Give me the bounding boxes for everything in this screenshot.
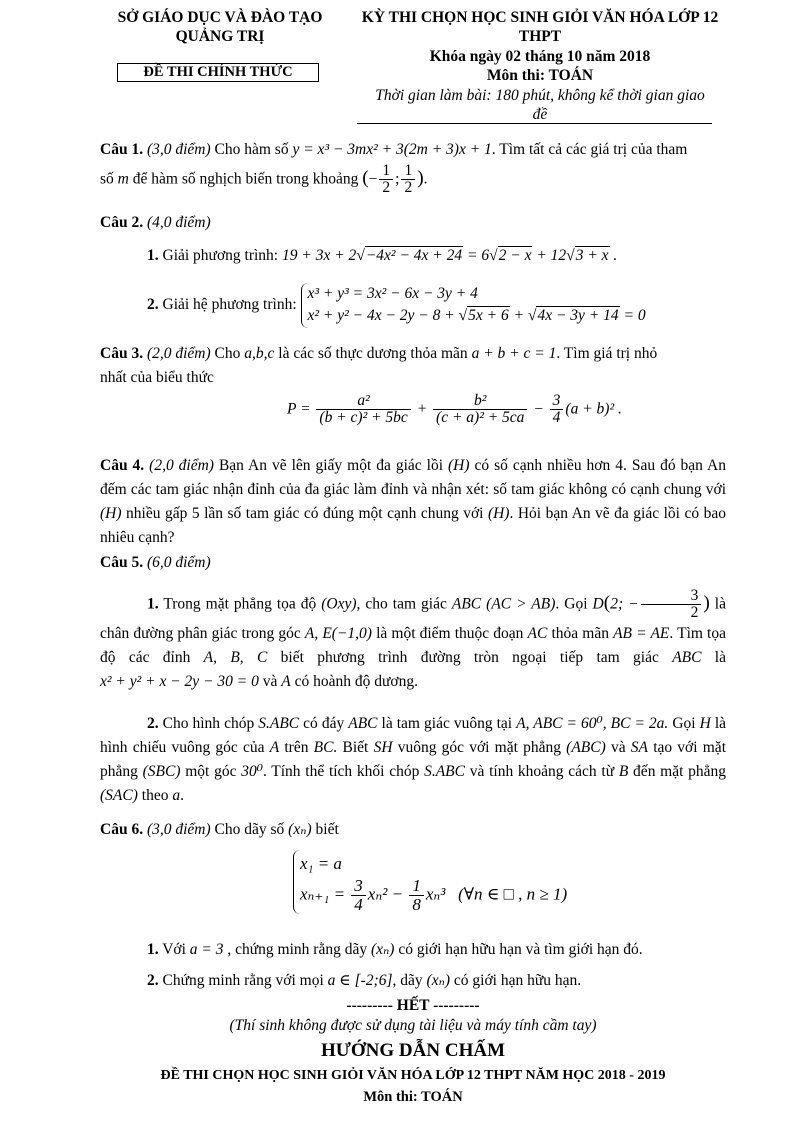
frac	[409, 877, 424, 914]
math: a = 3	[189, 941, 224, 958]
math: ABC (AC > AB)	[451, 595, 556, 613]
math: A, ABC = 60⁰, BC = 2a.	[516, 715, 669, 732]
polygon-h: (H)	[100, 505, 122, 522]
q6-p1-label: 1.	[147, 941, 159, 958]
q5-points: (6,0 điểm)	[146, 554, 211, 571]
q6-p2-label: 2.	[147, 972, 159, 989]
q6-sys-line-1: x₁ = a	[300, 854, 342, 873]
math: (SAC)	[100, 787, 138, 804]
q2-part-2	[147, 283, 646, 328]
q1-interval-open: (	[362, 167, 369, 189]
math: BC.	[313, 739, 338, 756]
text: , cho tam giác	[356, 595, 452, 613]
official-exam-label: ĐỀ THI CHÍNH THỨC	[143, 64, 293, 80]
math: xₙ³	[425, 884, 446, 904]
question-4	[100, 454, 726, 550]
polygon-h: (H)	[448, 457, 470, 474]
math: SH	[373, 739, 393, 756]
q2-sys-line-2: x² + y² − 4x − 2y − 8 + √5x + 6 + √4x − 3y + 14 = 0	[307, 307, 646, 325]
q1-text-2: . Tìm tất cả các giá trị của tham	[491, 141, 688, 158]
q1-frac1-den: 2	[382, 179, 391, 197]
q3-fraction-3	[550, 393, 564, 427]
text: Với	[158, 941, 190, 958]
math: A, E(−1,0)	[304, 624, 372, 642]
radicand: 4x − 3y + 14	[537, 307, 619, 325]
q2-p2-label: 2.	[147, 296, 159, 314]
q2-p2-text: Giải hệ phương trình:	[158, 296, 301, 314]
department-name: SỞ GIÁO DỤC VÀ ĐÀO TẠO	[117, 9, 323, 26]
math: (∀n ∈ □ , n ≥ 1)	[458, 884, 568, 904]
q3-f1-num: a²	[316, 393, 410, 410]
q5-label: Câu 5.	[100, 554, 144, 571]
num: 3	[351, 877, 366, 896]
text: một góc	[180, 763, 242, 780]
math: A	[281, 672, 291, 690]
q1-text: Cho hàm số	[210, 141, 293, 158]
text: có hoành độ dương.	[290, 672, 418, 690]
q6-points: (3,0 điểm)	[146, 821, 211, 838]
math: 2; −	[610, 595, 639, 613]
exam-info	[345, 8, 735, 124]
exam-date: Khóa ngày 02 tháng 10 năm 2018	[429, 47, 651, 65]
math: A	[269, 739, 280, 756]
eq-part: = 0	[619, 307, 646, 325]
text: là tam giác vuông tại	[377, 715, 517, 732]
province-name: QUẢNG TRỊ	[175, 28, 265, 46]
q3-f2-num: b²	[433, 393, 527, 410]
text: là một điểm thuộc đoạn	[371, 624, 528, 642]
grading-guide-title: HƯỚNG DẪN CHẤM	[321, 1040, 505, 1061]
text: vuông góc với mặt phẳng	[392, 739, 567, 756]
eq-part: + 12	[532, 247, 567, 264]
question-1	[100, 137, 726, 197]
math: (xₙ)	[426, 972, 451, 989]
q3-fraction-2	[433, 393, 527, 427]
q6-recurrence	[293, 850, 567, 914]
math: xₙ² −	[367, 884, 408, 904]
q1-fraction-2	[401, 163, 415, 197]
math: x² + y² + x − 2y − 30 = 0	[100, 672, 259, 690]
q3-fraction-1	[316, 393, 410, 427]
text: trên	[279, 739, 314, 756]
radicand: 5x + 6	[468, 307, 509, 325]
q2-p1-label: 1.	[147, 247, 159, 264]
official-exam-box	[117, 63, 319, 82]
q1-frac2-num: 1	[401, 163, 415, 180]
text: và	[258, 672, 282, 690]
math: (xₙ)	[370, 941, 395, 958]
grading-guide-subtitle: ĐỀ THI CHỌN HỌC SINH GIỎI VĂN HÓA LỚP 12 THPT NĂM HỌC 2018 - 2019	[160, 1068, 666, 1083]
q1-frac2-den: 2	[404, 179, 413, 197]
q2-points: (4,0 điểm)	[146, 214, 211, 231]
end-marker: --------- HẾT ---------	[346, 997, 480, 1014]
q3-minus: −	[533, 400, 544, 418]
math: B	[618, 763, 629, 780]
q1-frac1-num: 1	[379, 163, 393, 180]
text: là chân đường phân giác trong góc	[100, 595, 726, 642]
q4-text-3: nhiều gấp 5 lần số tam giác có đúng một cạnh chung với	[121, 505, 488, 522]
q6-sys-line-2	[300, 877, 567, 914]
q3-text-4: nhất của biểu thức	[100, 369, 214, 386]
math: 30⁰	[241, 763, 263, 780]
text: đến mặt phẳng	[628, 763, 727, 780]
q3-text-2: là các số thực dương thỏa mãn	[274, 345, 472, 362]
math: (xₙ)	[288, 821, 312, 838]
text: và tính khoảng cách từ	[464, 763, 619, 780]
polygon-h: (H)	[487, 505, 510, 522]
question-5	[100, 554, 211, 572]
issuing-department	[100, 8, 340, 47]
text: là	[701, 648, 726, 666]
text: là hình chiếu vuông góc của	[100, 715, 727, 756]
q1-interval-sep: ;	[395, 170, 400, 188]
math: ABC	[348, 715, 378, 732]
q1-function: y = x³ − 3mx² + 3(2m + 3)x + 1	[292, 141, 492, 158]
q3-f2-den: (c + a)² + 5ca	[436, 409, 525, 427]
q5-d-fraction	[641, 588, 702, 622]
question-6	[100, 820, 339, 839]
exam-duration-cont: đề	[532, 105, 548, 123]
q6-system	[293, 850, 567, 914]
text: Biết	[337, 739, 374, 756]
text: . Tính thể tích khối chóp	[262, 763, 425, 780]
math: (SBC)	[142, 763, 181, 780]
radicand: 2 − x	[498, 247, 532, 264]
math: A, B, C	[203, 648, 268, 666]
radicand: 3 + x	[575, 247, 609, 264]
text: Chứng minh rằng với mọi	[158, 972, 328, 989]
q1-label: Câu 1.	[100, 141, 144, 158]
q2-label: Câu 2.	[100, 214, 144, 231]
q1-param: m	[117, 170, 129, 188]
radicand: −4x² − 4x + 24	[365, 247, 463, 264]
grading-guide-subject: Môn thi: TOÁN	[363, 1089, 463, 1105]
math: xₙ₊₁ =	[300, 884, 350, 904]
frac	[351, 877, 366, 914]
eq-part: 19 + 3x + 2	[282, 247, 357, 264]
exam-subject: Môn thi: TOÁN	[486, 67, 594, 85]
question-2	[100, 214, 211, 232]
math: SA	[630, 739, 648, 756]
q3-f3-den: 4	[552, 409, 561, 427]
text: . Gọi	[555, 595, 593, 613]
math: S.ABC	[258, 715, 300, 732]
q2-p1-text: Giải phương trình:	[158, 247, 282, 264]
q1-text-5: .	[423, 170, 428, 188]
math: H	[699, 715, 711, 732]
den: 4	[354, 895, 363, 915]
q4-points: (2,0 điểm)	[149, 457, 214, 474]
text: có đáy	[299, 715, 349, 732]
exam-duration: Thời gian làm bài: 180 phút, không kể thời gian giao	[375, 86, 705, 104]
q3-label: Câu 3.	[100, 345, 144, 362]
math: )	[703, 592, 710, 614]
text: Cho dãy số	[210, 821, 289, 838]
num: 1	[409, 877, 424, 896]
q1-interval-sign: −	[368, 170, 378, 188]
q3-p-lhs: P =	[287, 400, 311, 418]
math: ABC	[672, 648, 702, 666]
q2-equation-system	[301, 283, 646, 328]
q5-p2-label: 2.	[147, 715, 159, 732]
q3-tail: (a + b)² .	[565, 400, 622, 418]
q4-text-4: . Hỏi bạn An vẽ đa giác lồi có bao nhiêu cạnh?	[100, 505, 726, 546]
text: tạo với mặt phẳng	[100, 739, 726, 780]
den: 2	[690, 604, 699, 622]
q2-sys-line-1: x³ + y³ = 3x² − 6x − 3y + 4	[307, 285, 478, 302]
text: Gọi	[668, 715, 700, 732]
text: có giới hạn hữu hạn và tìm giới hạn đó.	[394, 941, 643, 958]
text: và	[605, 739, 631, 756]
text: thỏa mãn	[547, 624, 614, 642]
math: (Oxy)	[321, 595, 357, 613]
math: AB = AE	[613, 624, 670, 642]
math: S.ABC	[424, 763, 465, 780]
math: D	[592, 595, 604, 613]
q6-part-2	[147, 971, 581, 990]
math: a ∈ [-2;6]	[327, 972, 393, 989]
text: , dãy	[392, 972, 427, 989]
eq-part: = 6	[463, 247, 490, 264]
q6-label: Câu 6.	[100, 821, 144, 838]
text: , chứng minh rằng dãy	[223, 941, 371, 958]
q4-label: Câu 4.	[100, 457, 145, 474]
eq-part: +	[509, 307, 528, 325]
q1-points: (3,0 điểm)	[146, 141, 211, 158]
q3-expression	[287, 393, 622, 427]
q3-text-3: . Tìm giá trị nhỏ	[556, 345, 658, 362]
q2-p1-equation: 19 + 3x + 2√−4x² − 4x + 24 = 6√2 − x + 12√3 + x .	[282, 247, 618, 264]
den: 8	[412, 895, 421, 915]
q1-fraction-1	[379, 163, 393, 197]
math: AC	[527, 624, 548, 642]
q6-part-1	[147, 940, 643, 959]
q4-text: Bạn An vẽ lên giấy một đa giác lồi	[213, 457, 449, 474]
math: (ABC)	[566, 739, 606, 756]
exam-title: KỲ THI CHỌN HỌC SINH GIỎI VĂN HÓA LỚP 12	[361, 9, 719, 26]
q3-condition: a + b + c = 1	[471, 345, 557, 362]
q3-plus: +	[416, 400, 428, 418]
text: . Tìm tọa độ các đỉnh	[100, 624, 726, 666]
text: .	[180, 787, 184, 804]
q5-part-1	[100, 588, 726, 694]
header-divider	[357, 123, 712, 124]
eq-part: x² + y² − 4x − 2y − 8 +	[307, 307, 459, 325]
text: có giới hạn hữu hạn.	[450, 972, 582, 989]
question-3	[100, 342, 726, 390]
q3-vars: a,b,c	[244, 345, 275, 362]
q3-f3-num: 3	[550, 393, 564, 410]
q1-text-4: để hàm số nghịch biến trong khoảng	[128, 170, 363, 188]
q2-part-1	[147, 247, 617, 265]
num: 3	[641, 588, 702, 605]
q5-p1-label: 1.	[147, 595, 159, 613]
q1-text-3: số	[100, 170, 118, 188]
exam-title-cont: THPT	[518, 28, 562, 46]
exam-note: (Thí sinh không được sử dụng tài liệu và máy tính cầm tay)	[229, 1017, 597, 1034]
q3-points: (2,0 điểm)	[146, 345, 211, 362]
q3-text: Cho	[210, 345, 245, 362]
text: Cho hình chóp	[158, 715, 259, 732]
eq-part: .	[609, 247, 618, 264]
text: Trong mặt phẳng tọa độ	[158, 595, 322, 613]
text: biết phương trình đường tròn ngoại tiếp tam giác	[267, 648, 673, 666]
text: biết	[311, 821, 339, 838]
q5-part-2	[100, 712, 726, 808]
q1-interval-close: )	[417, 167, 424, 189]
math: (	[603, 592, 611, 614]
q4-text-2: có số cạnh nhiều hơn 4. Sau đó bạn An đếm các tam giác nhận đỉnh của đa giác làm đỉnh và nhận xét: số tam giác không có cạnh chung với	[100, 457, 726, 498]
q3-f1-den: (b + c)² + 5bc	[319, 409, 408, 427]
text: theo	[137, 787, 173, 804]
math: a	[172, 787, 181, 804]
